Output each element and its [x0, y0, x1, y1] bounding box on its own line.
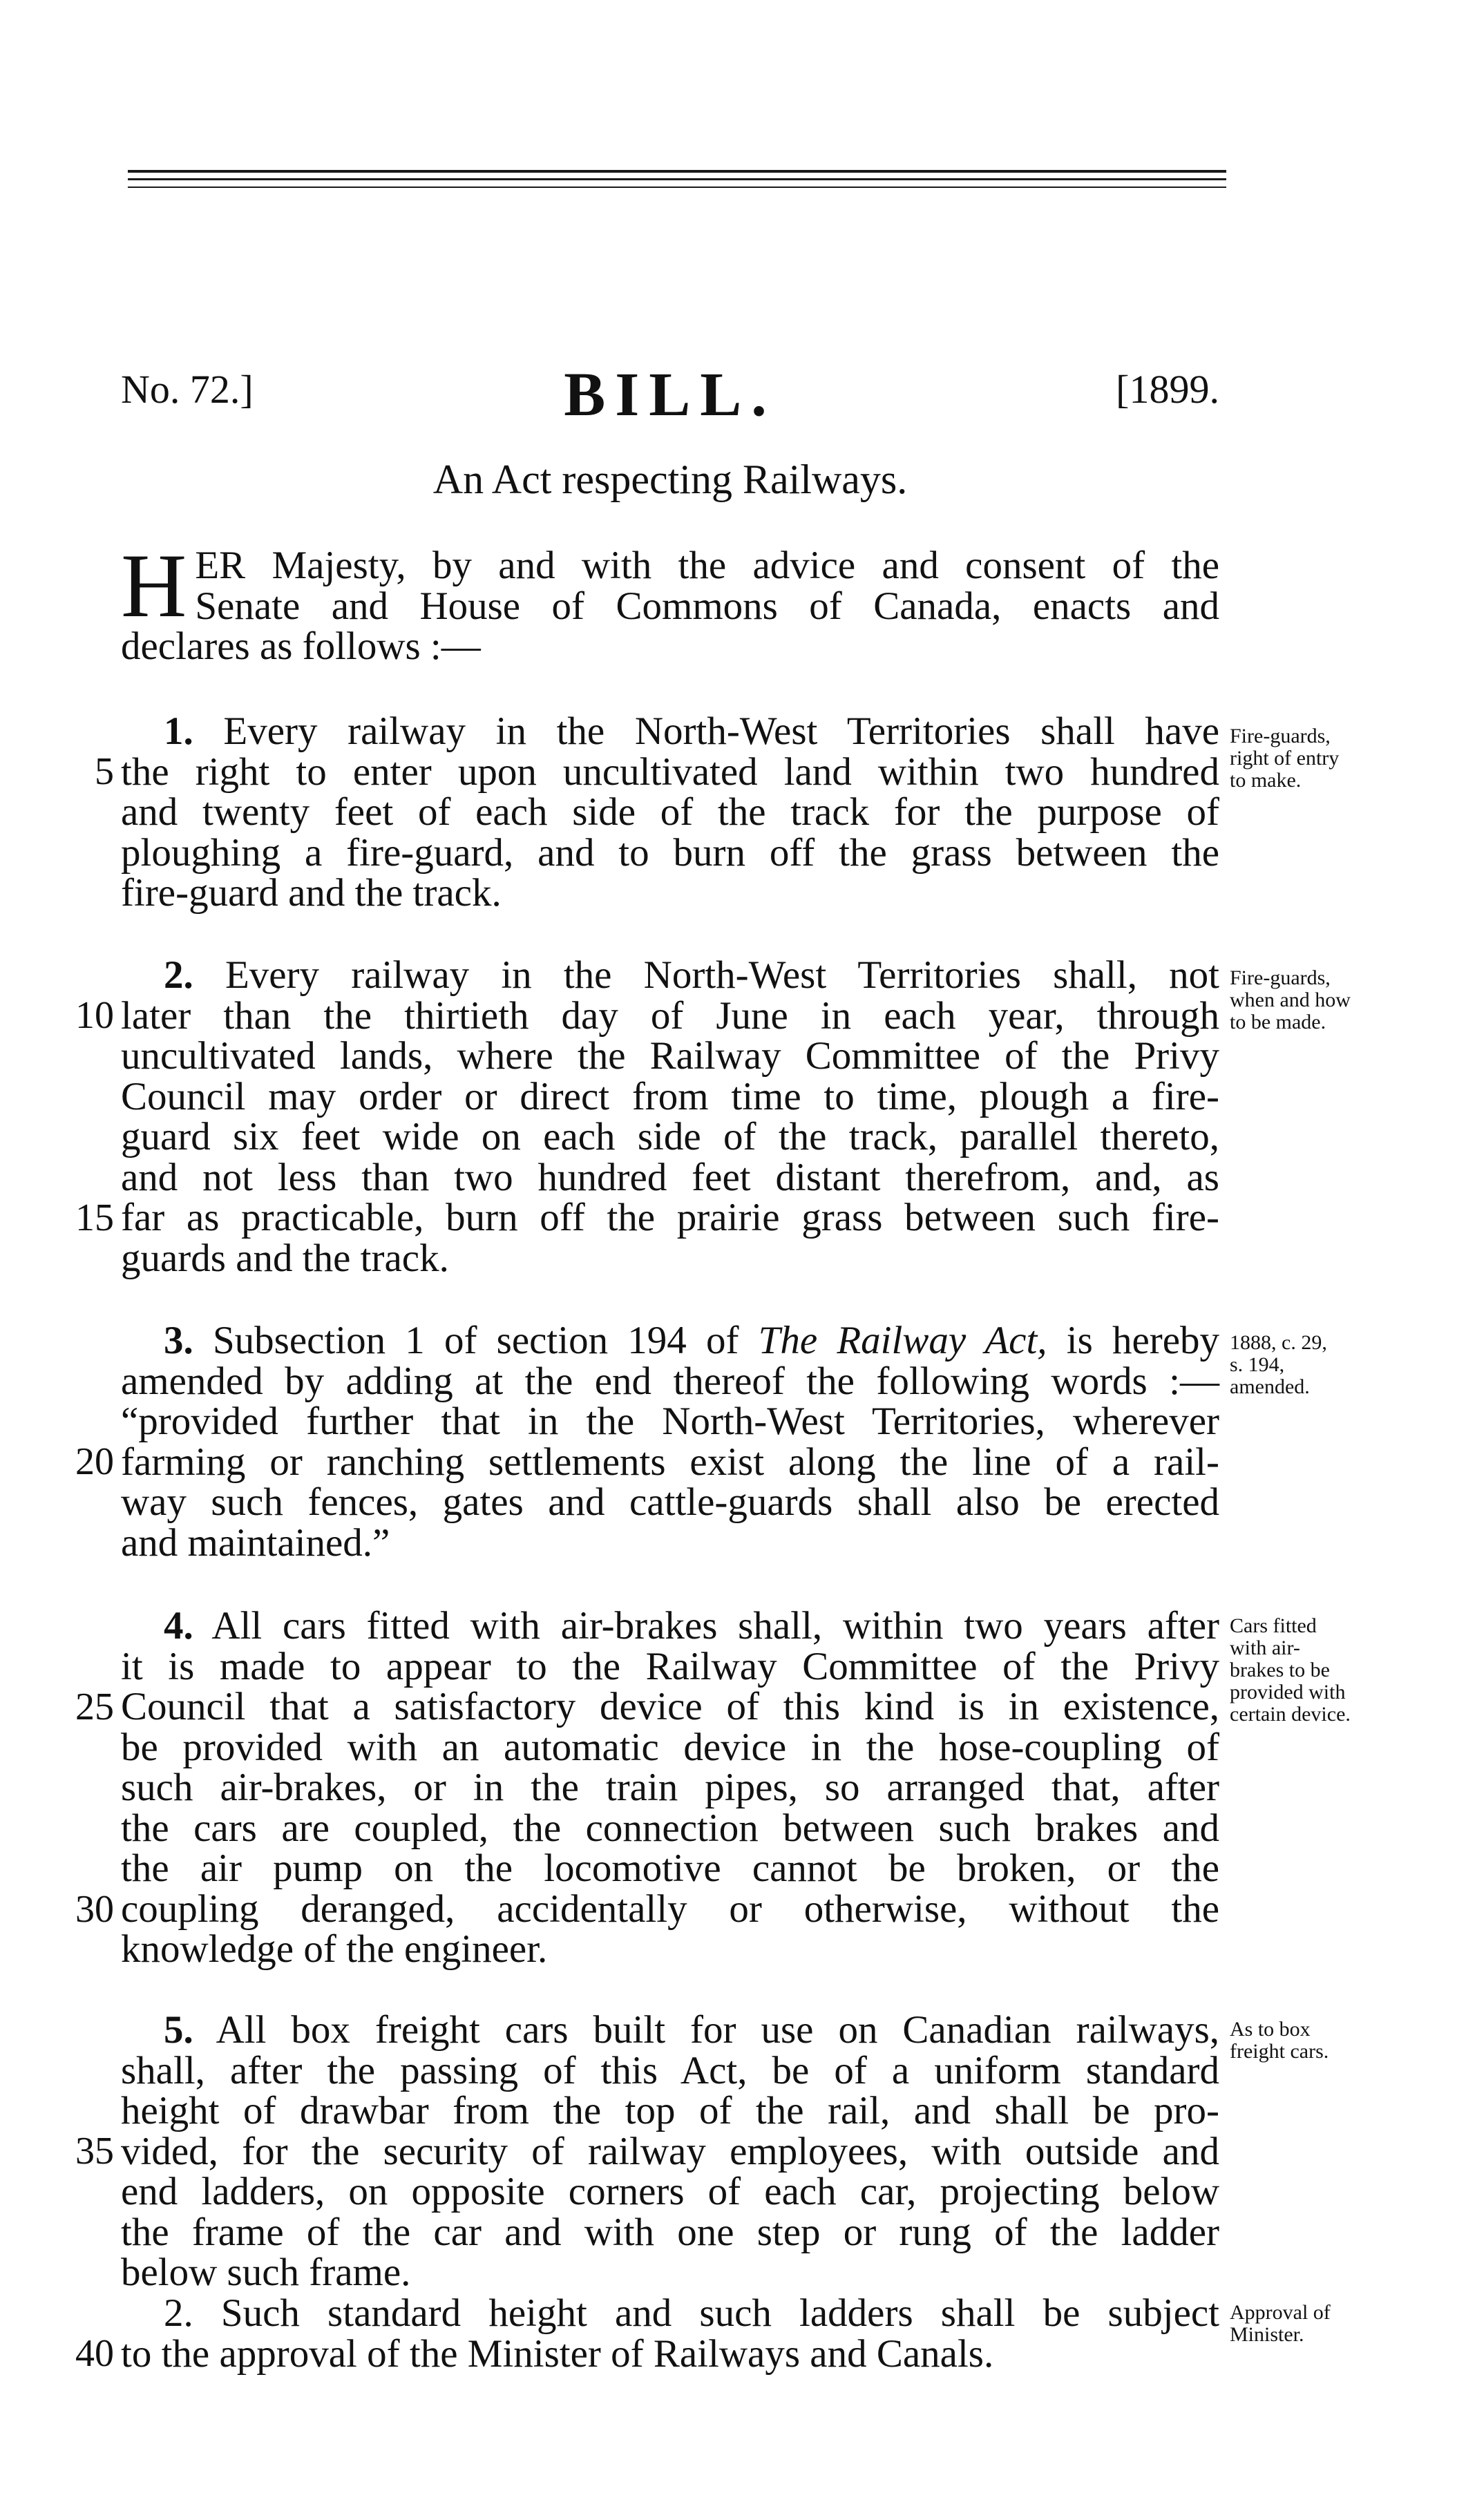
section-line: the right to enter upon uncultivated land within two hundred [121, 750, 1219, 794]
margin-note-line: to make. [1230, 769, 1302, 792]
section-line: be provided with an automatic device in the hose-coupling of [121, 1725, 1219, 1769]
section-line: such air-brakes, or in the train pipes, so arranged that, after [121, 1766, 1219, 1809]
section-line: fire-guard and the track. [121, 871, 502, 915]
bill-number: No. 72.] [121, 367, 254, 412]
section-text: All cars fitted with air-brakes shall, within two years after [211, 1604, 1220, 1648]
margin-note-line: Approval of [1230, 2301, 1331, 2324]
section-line: to the approval of the Minister of Railways and Canals. [121, 2331, 994, 2376]
section-line: later than the thirtieth day of June in each year, through [121, 993, 1219, 1038]
act-title: An Act respecting Railways. [432, 457, 908, 502]
act-citation: The Railway Act, [758, 1319, 1047, 1362]
section-line: “provided further that in the North-West Territories, wherever [121, 1400, 1219, 1443]
section-line: below such frame. [121, 2251, 411, 2294]
section-line: knowledge of the engineer. [121, 1927, 548, 1971]
preamble-dropcap: H [121, 535, 187, 636]
section-number: 4. [164, 1604, 193, 1648]
margin-note-line: s. 194, [1230, 1353, 1285, 1376]
line-number: 15 [75, 1196, 114, 1239]
margin-note-line: to be made. [1230, 1011, 1326, 1033]
section-line: guard six feet wide on each side of the track, parallel thereto, [121, 1115, 1219, 1158]
top-rule-lower [128, 178, 1226, 180]
line-number: 35 [75, 2130, 114, 2173]
section-line [121, 2293, 1219, 2334]
margin-note-1 [1230, 725, 1458, 792]
section-line: ploughing a fire-guard, and to burn off the grass between the [121, 830, 1219, 875]
section-line: and maintained.” [121, 1520, 390, 1565]
line-number: 25 [75, 1686, 114, 1728]
preamble-line: declares as follows :— [121, 624, 481, 668]
section-text: is hereby [1066, 1319, 1220, 1362]
section-line: guards and the track. [121, 1236, 449, 1280]
section-line [121, 1321, 1219, 1362]
line-number: 40 [75, 2332, 114, 2375]
section-line: farming or ranching settlements exist along the line of a rail- [121, 1440, 1219, 1484]
preamble-line: ER Majesty, by and with the advice and consent of the [195, 544, 1219, 587]
margin-note-line: certain device. [1230, 1703, 1351, 1726]
section-line: and not less than two hundred feet distant therefrom, and, as [121, 1155, 1219, 1199]
top-rule-third [128, 187, 1226, 188]
section-line [121, 709, 1219, 753]
margin-note-line: As to box [1230, 2018, 1311, 2041]
line-number: 5 [95, 750, 114, 793]
section-line: shall, after the passing of this Act, be of a uniform standard [121, 2048, 1219, 2092]
preamble [121, 535, 1219, 668]
section-line: amended by adding at the end thereof the following words :— [121, 1359, 1219, 1403]
margin-note-line: brakes to be [1230, 1659, 1330, 1681]
section-line: the frame of the car and with one step or rung of the ladder [121, 2210, 1219, 2254]
margin-note-line: amended. [1230, 1375, 1310, 1398]
section-line [121, 1606, 1219, 1647]
section-3 [121, 1321, 1219, 1563]
margin-note-line: when and how [1230, 989, 1351, 1011]
margin-note-5 [1230, 2018, 1458, 2063]
preamble-line: Senate and House of Commons of Canada, enacts and [195, 584, 1219, 628]
section-5 [121, 2010, 1219, 2293]
section-line: uncultivated lands, where the Railway Committee of the Privy [121, 1034, 1219, 1078]
margin-note-line: freight cars. [1230, 2040, 1329, 2063]
section-line: the cars are coupled, the connection between such brakes and [121, 1806, 1219, 1850]
section-text: All box freight cars built for use on Canadian railways, [216, 2008, 1219, 2052]
margin-note-6 [1230, 2302, 1458, 2346]
section-text: Every railway in the North-West Territories shall, not [225, 953, 1219, 997]
line-number: 30 [75, 1888, 114, 1931]
margin-note-line: right of entry [1230, 747, 1340, 770]
section-text: Subsection 1 of section 194 of [212, 1319, 739, 1362]
section-text: Every railway in the North-West Territories shall have [223, 709, 1219, 753]
section-line: Council may order or direct from time to time, plough a fire- [121, 1074, 1219, 1118]
section-line: far as practicable, burn off the prairie grass between such fire- [121, 1196, 1219, 1239]
margin-note-line: 1888, c. 29, [1230, 1331, 1327, 1354]
section-2 [121, 955, 1219, 1279]
section-number: 5. [164, 2008, 193, 2052]
margin-note-line: Fire-guards, [1230, 966, 1331, 989]
margin-note-line: Fire-guards, [1230, 725, 1331, 747]
top-rule-upper [128, 170, 1226, 173]
margin-note-line: provided with [1230, 1681, 1346, 1703]
section-number: 1. [164, 709, 193, 753]
section-line: the air pump on the locomotive cannot be broken, or the [121, 1846, 1219, 1890]
subsection-number: 2. [164, 2291, 193, 2335]
section-line: vided, for the security of railway employees, with outside and [121, 2129, 1219, 2173]
margin-note-line: with air- [1230, 1636, 1300, 1659]
section-line [121, 2010, 1219, 2051]
section-line: height of drawbar from the top of the rail, and shall be pro- [121, 2089, 1219, 2132]
section-number: 2. [164, 953, 193, 997]
section-1 [121, 709, 1219, 915]
section-line: Council that a satisfactory device of this kind is in existence, [121, 1685, 1219, 1728]
section-number: 3. [164, 1319, 193, 1362]
section-text: Such standard height and such ladders shall be subject [220, 2291, 1219, 2335]
bill-year: [1899. [1116, 367, 1219, 412]
section-4 [121, 1606, 1219, 1970]
section-line: way such fences, gates and cattle-guards shall also be erected [121, 1480, 1219, 1524]
margin-note-line: Minister. [1230, 2323, 1304, 2346]
section-line: coupling deranged, accidentally or otherwise, without the [121, 1887, 1219, 1931]
line-number: 10 [75, 994, 114, 1037]
line-number: 20 [75, 1440, 114, 1483]
bill-header [121, 359, 1219, 435]
section-line: and twenty feet of each side of the track for the purpose of [121, 790, 1219, 834]
margin-note-line: Cars fitted [1230, 1614, 1317, 1637]
section-line: end ladders, on opposite corners of each car, projecting below [121, 2170, 1219, 2213]
margin-note-4 [1230, 1615, 1458, 1726]
subsection-5-2 [121, 2293, 1219, 2374]
section-line [121, 955, 1219, 996]
margin-note-2 [1230, 967, 1458, 1033]
margin-note-3 [1230, 1332, 1458, 1398]
bill-label: BILL. [564, 361, 777, 429]
section-line: it is made to appear to the Railway Committee of the Privy [121, 1644, 1219, 1688]
